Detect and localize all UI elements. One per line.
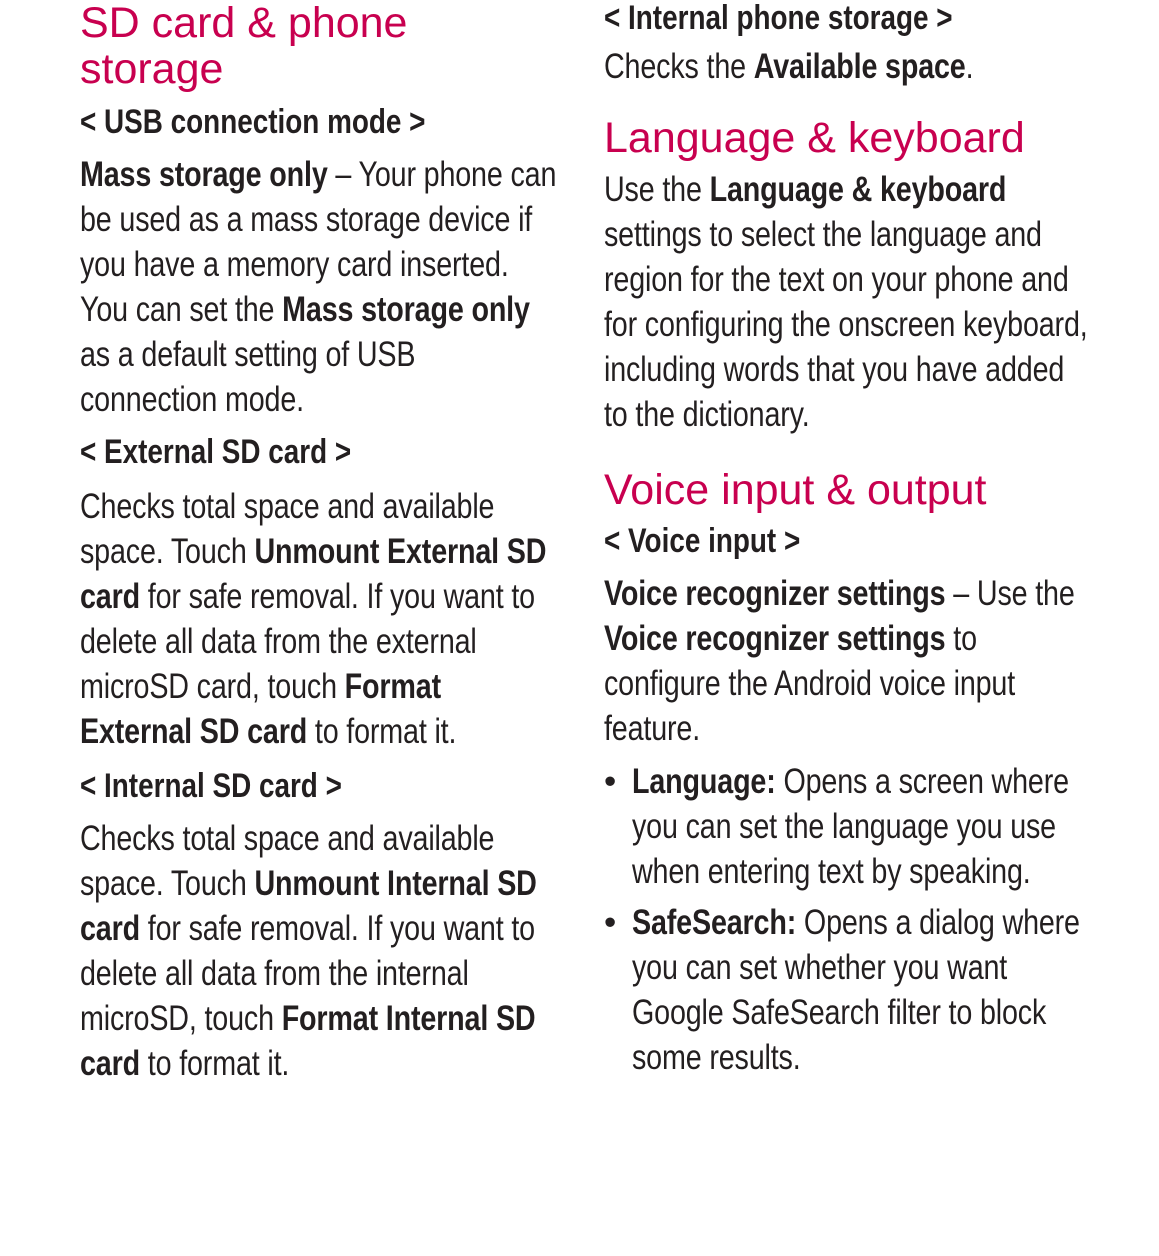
usb-text-2: as a default setting of USB connection mode. [80, 335, 416, 419]
list-item [604, 759, 1094, 894]
bold-unmount-internal: Unmount Internal SD card [80, 864, 537, 948]
internal-phone-storage-text [604, 44, 1094, 89]
bold-unmount-external: Unmount External SD card [80, 532, 547, 616]
bold-format-internal: Format Internal SD card [80, 999, 536, 1083]
term-voice-recognizer: Voice recognizer settings [604, 574, 946, 613]
internal-phone-storage-title: < Internal phone storage > [604, 0, 953, 37]
bullet-desc-safesearch: Opens a dialog where you can set whether you want Google SafeSearch filter to block some results. [632, 903, 1080, 1077]
bullet-icon: • [604, 762, 617, 801]
bold-available-space: Available space [753, 47, 966, 86]
list-item [604, 900, 1094, 1080]
right-column [604, 0, 1094, 1080]
section-heading-language: Language & keyboard [604, 114, 1025, 162]
usb-text-1: – Your phone can be used as a mass storage device if you have a memory card inserted. You can set the [80, 155, 557, 329]
external-sd-text [80, 484, 560, 754]
bold-voice-recognizer: Voice recognizer settings [604, 619, 946, 658]
bullet-text-language [632, 759, 1094, 894]
bullet-desc-language: Opens a screen where you can set the language you use when entering text by speaking. [632, 762, 1069, 891]
internal-text-3: to format it. [139, 1044, 290, 1083]
voice-text-1: – Use the [945, 574, 1075, 613]
phone-storage-text-1: Checks the [604, 47, 754, 86]
term-mass-storage: Mass storage only [80, 155, 328, 194]
left-column [80, 0, 560, 1086]
external-sd-title: < External SD card > [80, 433, 352, 471]
external-text-2: for safe removal. If you want to delete all data from the external microSD card, touch [80, 577, 535, 706]
heading-line-1: SD card & phone [80, 0, 408, 47]
bullet-label-safesearch: SafeSearch: [632, 903, 797, 942]
bold-mass-storage: Mass storage only [282, 290, 530, 329]
voice-bullet-list [604, 759, 1094, 1080]
language-text-2: settings to select the language and region for the text on your phone and for configuring the onscreen keyboard, including words that you have added to the dictionary. [604, 215, 1088, 434]
heading-line-2: storage [80, 45, 224, 93]
internal-text-1: Checks total space and available space. Touch [80, 819, 495, 903]
voice-input-text [604, 571, 1094, 751]
external-text-3: to format it. [307, 712, 457, 751]
usb-connection-text [80, 152, 560, 422]
voice-input-title: < Voice input > [604, 522, 801, 560]
phone-storage-text-2: . [965, 47, 974, 86]
section-heading-voice: Voice input & output [604, 466, 987, 514]
bold-language-keyboard: Language & keyboard [709, 170, 1007, 209]
bullet-text-safesearch [632, 900, 1094, 1080]
voice-text-2: to configure the Android voice input feature. [604, 619, 1016, 748]
section-heading-sd-card [80, 0, 560, 92]
bullet-label-language: Language: [632, 762, 776, 801]
internal-sd-text [80, 816, 560, 1086]
internal-text-2: for safe removal. If you want to delete all data from the internal microSD, touch [80, 909, 535, 1038]
bullet-icon: • [604, 903, 617, 942]
usb-connection-title: < USB connection mode > [80, 103, 426, 141]
language-text [604, 167, 1094, 437]
language-text-1: Use the [604, 170, 710, 209]
bold-format-external: Format External SD card [80, 667, 441, 751]
internal-sd-title: < Internal SD card > [80, 767, 342, 805]
external-text-1: Checks total space and available space. Touch [80, 487, 495, 571]
